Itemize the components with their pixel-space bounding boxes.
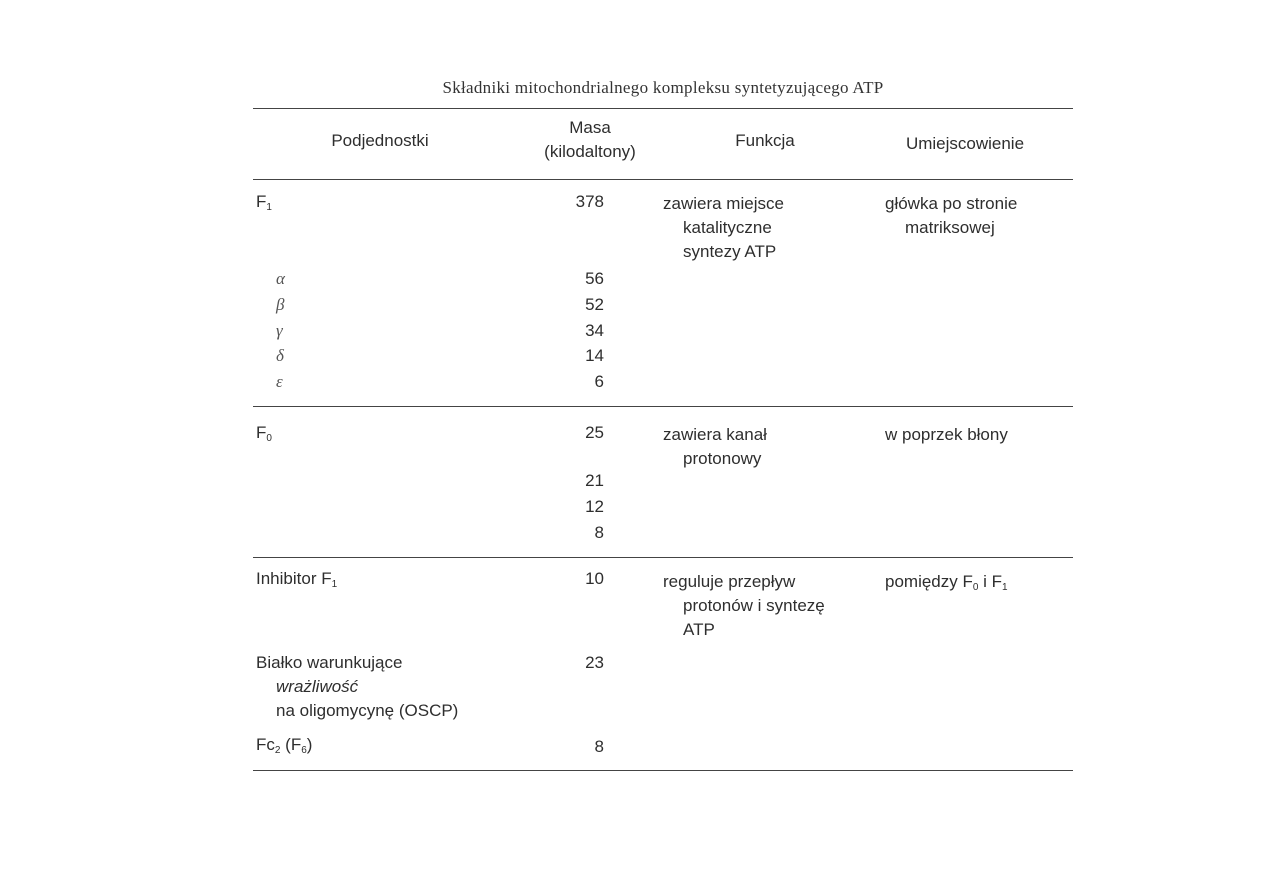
subunit-alpha-symbol: α bbox=[276, 269, 285, 288]
header-podjednostki: Podjednostki bbox=[331, 131, 429, 150]
subunit-gamma-symbol: γ bbox=[276, 321, 283, 340]
rule-f0 bbox=[253, 557, 1073, 558]
rule-top bbox=[253, 108, 1073, 109]
row-f1-function: zawiera miejsce katalityczne syntezy ATP bbox=[663, 194, 784, 261]
subunit-beta-symbol: β bbox=[276, 295, 285, 314]
rule-bottom bbox=[253, 770, 1073, 771]
row-f1-mass: 378 bbox=[575, 192, 604, 211]
subunit-beta-mass: 52 bbox=[585, 295, 604, 314]
row-f0-location: w poprzek błony bbox=[885, 425, 1008, 444]
row-f0-mass: 25 bbox=[585, 423, 604, 442]
row-inhibitor-function: reguluje przepływ protonów i syntezę ATP bbox=[663, 572, 825, 639]
subunit-alpha-mass: 56 bbox=[585, 269, 604, 288]
header-masa-line1: Masa bbox=[569, 118, 611, 137]
row-oscp-mass: 23 bbox=[585, 653, 604, 672]
header-masa-line2: (kilodaltony) bbox=[544, 142, 636, 161]
subunit-gamma-mass: 34 bbox=[585, 321, 604, 340]
row-fc2-mass: 8 bbox=[594, 737, 604, 756]
row-f0-name: $F_0$ bbox=[256, 423, 272, 444]
row-fc2-name: $Fc_2$ $(F_6)$ bbox=[256, 735, 313, 756]
header-masa bbox=[515, 116, 665, 164]
subunit-delta-mass: 14 bbox=[585, 346, 604, 365]
row-f0-mass-2: 21 bbox=[585, 471, 604, 490]
row-inhibitor-mass: 10 bbox=[585, 569, 604, 588]
subunit-epsilon-mass: 6 bbox=[594, 372, 604, 391]
row-f1-location: główka po stronie matriksowej bbox=[885, 194, 1018, 237]
table-title: Składniki mitochondrialnego kompleksu syntetyzującego ATP bbox=[442, 78, 884, 97]
subunit-epsilon-symbol: ε bbox=[276, 372, 283, 391]
row-f0-function: zawiera kanał protonowy bbox=[663, 425, 767, 468]
rule-header bbox=[253, 179, 1073, 180]
row-inhibitor-name: Inhibitor $F_1$ bbox=[256, 569, 338, 590]
header-funkcja: Funkcja bbox=[735, 131, 795, 150]
row-inhibitor-location: pomiędzy $F_0$ i $F_1$ bbox=[885, 572, 1008, 593]
rule-f1 bbox=[253, 406, 1073, 407]
row-f1-name: $F_1$ bbox=[256, 192, 272, 213]
row-f0-mass-3: 12 bbox=[585, 497, 604, 516]
subunit-delta-symbol: δ bbox=[276, 346, 284, 365]
row-oscp-name: Białko warunkujące wrażliwość na oligomycynę (OSCP) bbox=[256, 653, 459, 720]
header-umiejscowienie: Umiejscowienie bbox=[905, 134, 1025, 153]
row-f0-mass-4: 8 bbox=[594, 523, 604, 542]
